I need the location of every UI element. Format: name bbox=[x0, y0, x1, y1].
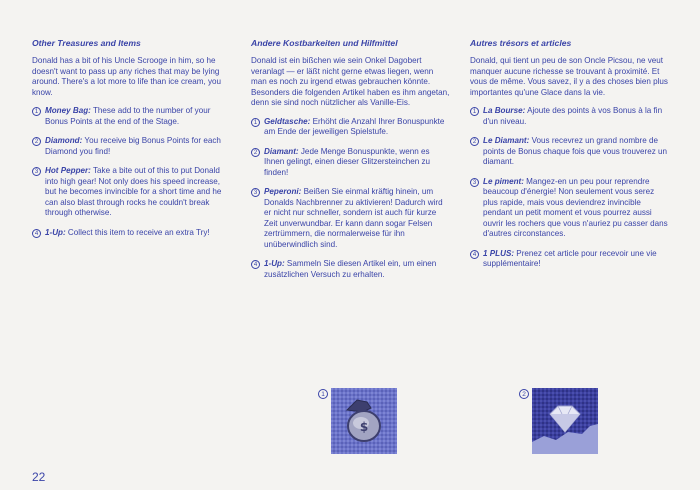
list-item bbox=[251, 117, 451, 138]
section-title: Other Treasures and Items bbox=[32, 38, 141, 48]
section-title: Andere Kostbarkeiten und Hilfmittel bbox=[251, 38, 398, 48]
item-name: Geldtasche: bbox=[264, 116, 311, 126]
list-item bbox=[470, 106, 670, 127]
list-item bbox=[32, 228, 232, 239]
intro-paragraph: Donald ist ein bißchen wie sein Onkel Dagobert veranlagt — er läßt nicht gerne etwas liegen, wenn man es noch zu irgend etwas gebrauchen könnte. Besonders die folgenden Artikel haben es ihm angetan, denn sie sind noch nützlicher als Vanille-Eis. bbox=[251, 56, 450, 107]
figure-marker: 2 bbox=[519, 389, 529, 399]
item-name: La Bourse: bbox=[483, 106, 526, 115]
section-title: Autres trésors et articles bbox=[470, 38, 572, 48]
list-item bbox=[470, 249, 670, 270]
item-description: Take a bite out of this to put Donald into high gear! Not only does his speed increase, but he becomes invincible for a short time and he can also blast through rocks he couldn't break through otherwise. bbox=[45, 166, 222, 217]
svg-text:$: $ bbox=[359, 420, 369, 434]
list-item bbox=[251, 187, 451, 250]
item-description: Ajoute des points à vos Bonus à la fin d'un niveau. bbox=[483, 106, 663, 126]
item-name: Diamant: bbox=[264, 146, 299, 156]
item-marker: 3 bbox=[251, 188, 260, 197]
item-description: Vous recevrez un grand nombre de points de Bonus chaque fois que vous trouverez un diamant. bbox=[483, 136, 668, 166]
list-item bbox=[32, 106, 232, 127]
english-column bbox=[32, 38, 232, 247]
figure-diamond bbox=[519, 388, 598, 454]
list-item bbox=[251, 259, 451, 280]
item-description: Sammeln Sie diesen Artikel ein, um einen zusätzlichen Versuch zu erhalten. bbox=[264, 259, 437, 279]
item-marker: 4 bbox=[251, 260, 260, 269]
item-marker: 1 bbox=[251, 118, 260, 127]
item-description: Prenez cet article pour recevoir une vie supplémentaire! bbox=[483, 248, 657, 268]
item-name: Diamond: bbox=[45, 136, 83, 145]
item-description: Collect this item to receive an extra Try! bbox=[65, 227, 210, 237]
list-item bbox=[470, 177, 670, 240]
list-item bbox=[251, 147, 451, 179]
list-item bbox=[32, 136, 232, 157]
item-marker: 2 bbox=[251, 148, 260, 157]
item-marker: 1 bbox=[470, 107, 479, 116]
item-marker: 2 bbox=[32, 137, 41, 146]
list-item bbox=[32, 166, 232, 219]
item-marker: 4 bbox=[470, 250, 479, 259]
figure-money-bag bbox=[318, 388, 397, 454]
item-description: Erhöht die Anzahl Ihrer Bonuspunkte am Ende der jeweiligen Spielstufe. bbox=[264, 116, 445, 136]
money-bag-icon bbox=[331, 388, 397, 454]
item-name: Le piment: bbox=[483, 176, 524, 186]
item-marker: 3 bbox=[32, 167, 41, 176]
item-description: These add to the number of your Bonus Points at the end of the Stage. bbox=[45, 106, 211, 126]
item-description: You receive big Bonus Points for each Diamond you find! bbox=[45, 136, 221, 156]
item-description: Mangez-en un peu pour reprendre beaucoup d'énergie! Non seulement vous serez plus rapide, mais vous deviendrez invincible pendant un petit moment et vous pourrez aussi ouvrir les rochers que vous n'auriez pu casser dans d'autres circonstances. bbox=[483, 176, 668, 238]
intro-paragraph: Donald has a bit of his Uncle Scrooge in him, so he doesn't want to pass up any riches that may be lying around. There's a lot more to life than ice cream, you know. bbox=[32, 56, 221, 97]
diamond-icon bbox=[532, 388, 598, 454]
item-name: 1-Up: bbox=[45, 227, 66, 237]
german-column bbox=[251, 38, 451, 289]
item-name: Hot Pepper: bbox=[45, 166, 91, 175]
french-column bbox=[470, 38, 670, 279]
item-marker: 1 bbox=[32, 107, 41, 116]
item-name: Money Bag: bbox=[45, 106, 91, 115]
item-name: Le Diamant: bbox=[483, 136, 530, 145]
page-number: 22 bbox=[32, 470, 46, 484]
intro-paragraph: Donald, qui tient un peu de son Oncle Picsou, ne veut manquer aucune richesse se trouvant à proximité. Et vous de même. Vous savez, il y a des choses bien plus importantes qu'une Glace dans la vie. bbox=[470, 56, 668, 97]
item-marker: 3 bbox=[470, 178, 479, 187]
list-item bbox=[470, 136, 670, 168]
item-marker: 4 bbox=[32, 229, 41, 238]
item-marker: 2 bbox=[470, 137, 479, 146]
item-description: Jede Menge Bonuspunkte, wenn es Ihnen gelingt, einen dieser Glitzersteinchen zu finden! bbox=[264, 146, 431, 177]
item-name: 1-Up: bbox=[264, 259, 285, 268]
item-name: 1 PLUS: bbox=[483, 248, 515, 258]
item-description: Beißen Sie einmal kräftig hinein, um Donalds Nachbrenner zu aktivieren! Dadurch wird er nicht nur schneller, sondern ist auch für kurze Zeit unverwundbar. Er kann dann sogar Felsen zertrümmern, die normalerweise für ihn unüberwindlich sind. bbox=[264, 187, 443, 249]
figure-marker: 1 bbox=[318, 389, 328, 399]
item-name: Peperoni: bbox=[264, 187, 302, 196]
